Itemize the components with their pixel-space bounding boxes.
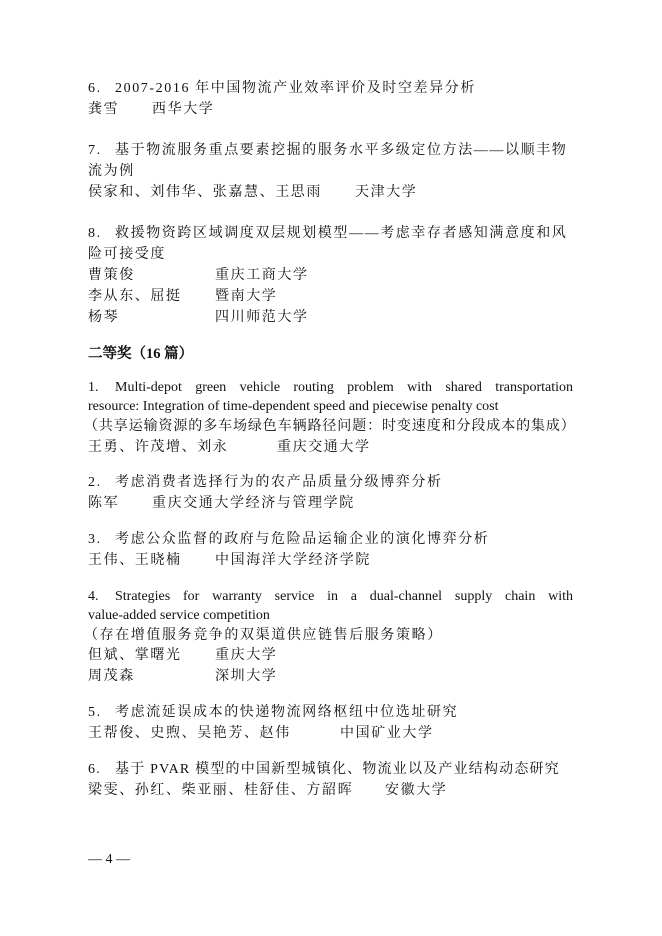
title-text: Strategies for warranty service in a dual-channel supply chain with xyxy=(115,589,573,604)
item-translation: （共享运输资源的多车场绿色车辆路径问题：时变速度和分段成本的集成） xyxy=(84,419,576,434)
item-number: 3. xyxy=(88,532,102,547)
title-text: 考虑流延误成本的快递物流网络枢纽中位选址研究 xyxy=(115,705,459,720)
item-title xyxy=(88,473,443,493)
item-title xyxy=(88,587,573,607)
item-title-cont: resource: Integration of time-dependent speed and piecewise penalty cost xyxy=(88,399,499,414)
title-text: 考虑公众监督的政府与危险品运输企业的演化博弈分析 xyxy=(115,532,490,547)
author-names: 龚雪 xyxy=(88,102,120,117)
affiliation: 重庆大学 xyxy=(215,648,278,663)
affiliation: 西华大学 xyxy=(152,102,215,117)
author-names: 但斌、掌曙光 xyxy=(88,648,182,663)
author-names: 梁雯、孙红、柴亚丽、桂舒佳、方韶晖 xyxy=(88,783,354,798)
title-text: 基于 PVAR 模型的中国新型城镇化、物流业以及产业结构动态研究 xyxy=(115,762,560,777)
item-title xyxy=(88,703,458,723)
author-line xyxy=(88,266,309,286)
title-text: 救援物资跨区域调度双层规划模型——考虑幸存者感知满意度和风 xyxy=(115,226,568,241)
item-title xyxy=(88,79,476,99)
author-names: 杨琴 xyxy=(88,310,120,325)
author-names: 侯家和、刘伟华、张嘉慧、王思雨 xyxy=(88,185,322,200)
item-title xyxy=(88,530,489,550)
author-line xyxy=(88,287,278,307)
title-text: 2007-2016 年中国物流产业效率评价及时空差异分析 xyxy=(115,81,476,96)
item-title xyxy=(88,760,560,780)
author-line xyxy=(88,494,355,514)
item-number: 8. xyxy=(88,226,102,241)
affiliation: 重庆交通大学经济与管理学院 xyxy=(152,496,355,511)
item-number: 7. xyxy=(88,143,102,158)
author-line xyxy=(88,551,371,571)
item-number: 5. xyxy=(88,705,102,720)
affiliation: 重庆工商大学 xyxy=(215,268,309,283)
author-line xyxy=(88,724,434,744)
author-line xyxy=(88,646,278,666)
item-number: 6. xyxy=(88,81,102,96)
author-names: 曹策俊 xyxy=(88,268,135,283)
author-names: 陈军 xyxy=(88,496,120,511)
item-translation: （存在增值服务竞争的双渠道供应链售后服务策略） xyxy=(84,628,443,643)
author-line xyxy=(88,781,448,801)
author-line xyxy=(88,438,371,458)
affiliation: 中国海洋大学经济学院 xyxy=(215,553,371,568)
author-names: 王勇、许茂增、刘永 xyxy=(88,440,229,455)
page-number: — 4 — xyxy=(88,852,130,867)
item-number: 6. xyxy=(88,762,101,777)
item-title xyxy=(88,141,567,161)
author-names: 王伟、王晓楠 xyxy=(88,553,182,568)
affiliation: 安徽大学 xyxy=(385,783,448,798)
item-title-cont: 流为例 xyxy=(88,164,135,179)
author-names: 周茂森 xyxy=(88,669,135,684)
item-number: 4. xyxy=(88,589,99,604)
affiliation: 深圳大学 xyxy=(215,669,278,684)
affiliation: 重庆交通大学 xyxy=(277,440,371,455)
affiliation: 暨南大学 xyxy=(215,289,278,304)
title-text: Multi-depot green vehicle routing problem with shared transportation xyxy=(115,380,573,395)
author-line xyxy=(88,667,278,687)
affiliation: 四川师范大学 xyxy=(215,310,309,325)
affiliation: 中国矿业大学 xyxy=(340,726,434,741)
author-line xyxy=(88,308,309,328)
item-title-cont: 险可接受度 xyxy=(88,247,166,262)
author-line xyxy=(88,183,418,203)
title-text: 基于物流服务重点要素挖掘的服务水平多级定位方法——以顺丰物 xyxy=(115,143,568,158)
title-text: 考虑消费者选择行为的农产品质量分级博弈分析 xyxy=(115,475,443,490)
item-title-cont: value-added service competition xyxy=(88,608,270,623)
item-title xyxy=(88,378,573,398)
section-heading: 二等奖（16 篇） xyxy=(88,346,194,362)
author-line xyxy=(88,100,215,120)
author-names: 王帮俊、史煦、吴艳芳、赵伟 xyxy=(88,726,291,741)
affiliation: 天津大学 xyxy=(355,185,418,200)
item-title xyxy=(88,224,567,244)
author-names: 李从东、屈挺 xyxy=(88,289,182,304)
item-number: 1. xyxy=(88,380,99,395)
item-number: 2. xyxy=(88,475,102,490)
